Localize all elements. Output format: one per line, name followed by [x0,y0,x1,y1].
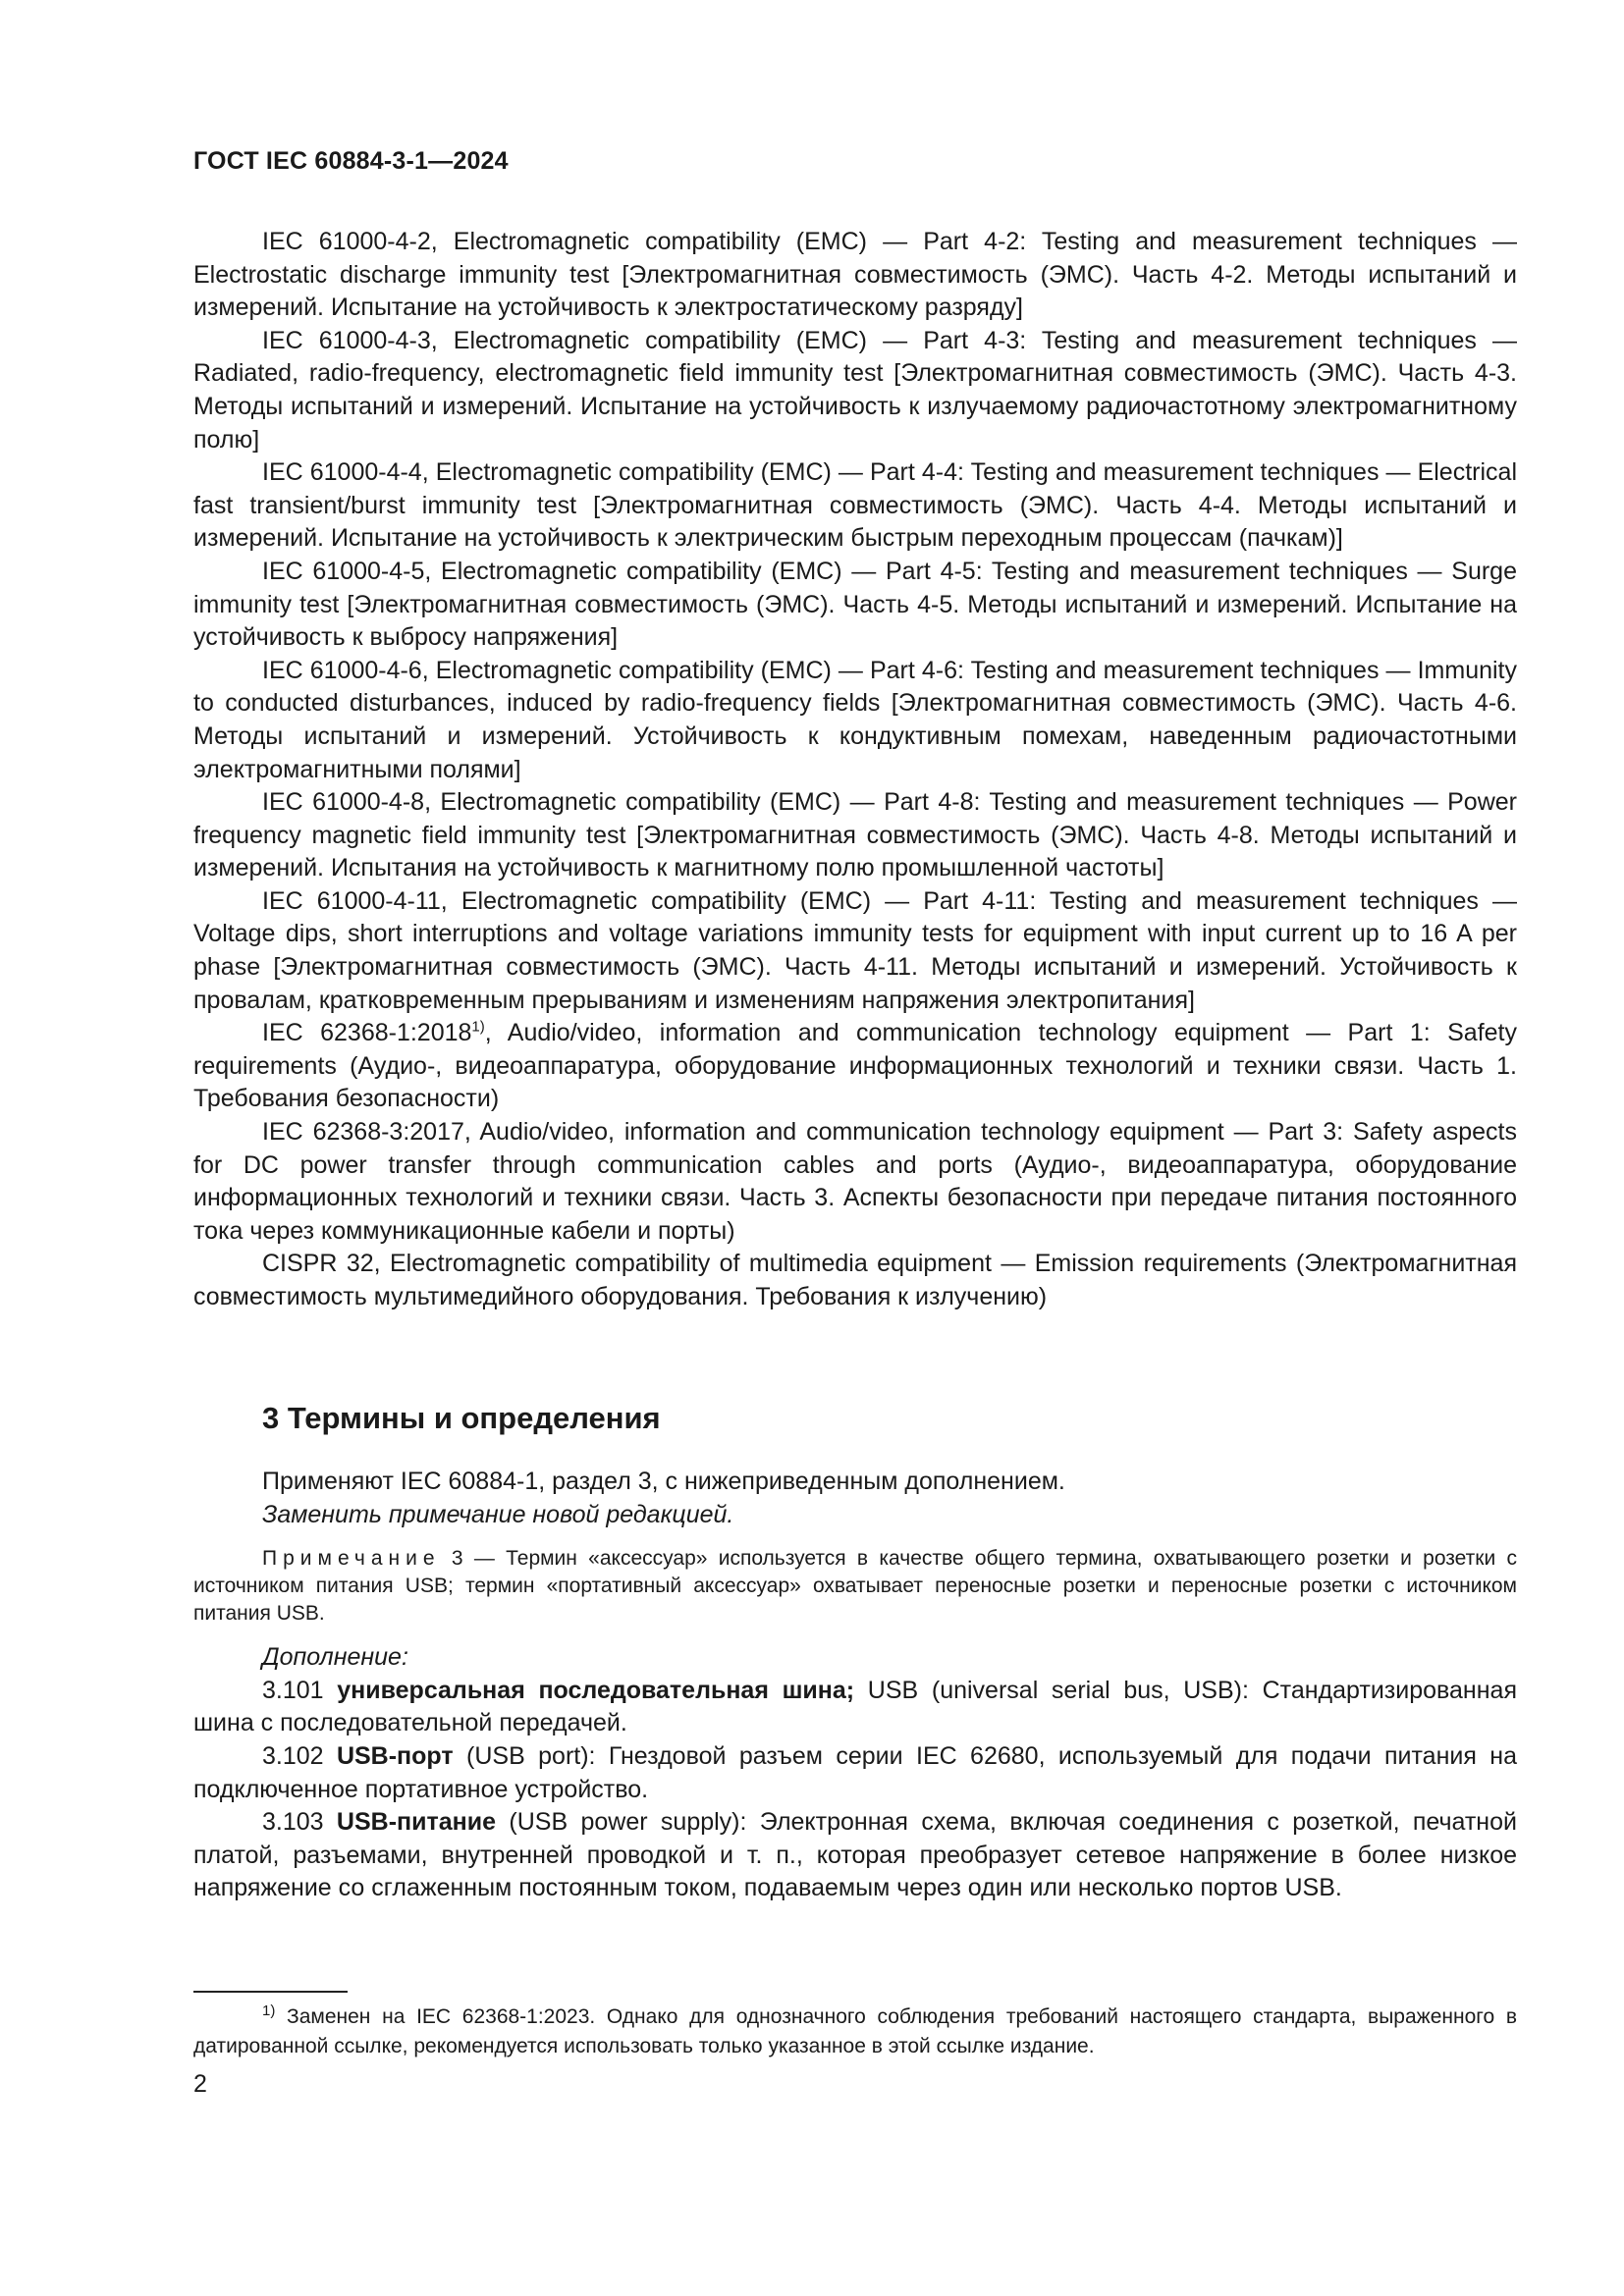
replace-note-instruction: Заменить примечание новой редакцией. [262,1500,734,1528]
footnote-text: Заменен на IEC 62368-1:2023. Однако для однозначного соблюдения требований настоящего стандарта, выраженного в датированной ссылке, рекомендуется использовать только указанное в этой ссылке издание. [193,2005,1517,2057]
reference-iec-61000-4-4: IEC 61000-4-4, Electromagnetic compatibility (EMC) — Part 4-4: Testing and measurement techniques — Electrical fast transient/burst immunity test [Электромагнитная совместимость (ЭМС). Часть 4-4. Методы испытаний и измерений. Испытание на устойчивость к электрическим быстрым переходным процессам (пачкам)] [193,458,1517,553]
reference-cispr-32: CISPR 32, Electromagnetic compatibility of multimedia equipment — Emission requirements (Электромагнитная совместимость мультимедийного оборудования. Требования к излучению) [193,1250,1517,1310]
reference-designation: IEC 62368-1:2018 [262,1019,472,1047]
term-definition: USB (universal serial bus, USB): Стандартизированная шина с последовательной передачей. [193,1676,1517,1737]
term-name: USB-питание [336,1808,497,1837]
term-name: универсальная последовательная шина; [337,1676,855,1704]
normative-references-list [193,226,1517,1314]
standard-designation-header: ГОСТ IEC 60884-3-1—2024 [193,147,509,175]
reference-iec-61000-4-2: IEC 61000-4-2, Electromagnetic compatibility (EMC) — Part 4-2: Testing and measurement techniques — Electrostatic discharge immunity test [Электромагнитная совместимость (ЭМС). Часть 4-2. Методы испытаний и измерений. Испытание на устойчивость к электростатическому разряду] [193,228,1517,322]
page-number: 2 [193,2070,207,2098]
reference-title: , Audio/video, information and communication technology equipment — Part 1: Safety requirements (Аудио-, видеоаппаратура, оборудование информационных технологий и техники связи. Часть 1. Требования безопасности) [193,1019,1517,1113]
footnote-1 [193,2002,1517,2061]
note-label: Примечание [262,1547,441,1571]
term-definition: (USB power supply): Электронная схема, включая соединения с розеткой, печатной платой, разъемами, внутренней проводкой и т. п., которая преобразует сетевое напряжение в более низкое напряжение со сглаженным постоянным током, подаваемым через один или несколько портов USB. [193,1808,1517,1902]
term-3-102 [193,1740,1517,1806]
term-3-101 [193,1675,1517,1740]
section-intro: Применяют IEC 60884-1, раздел 3, с нижеприведенным дополнением. [262,1468,1065,1495]
term-definition: (USB port): Гнездовой разъем серии IEC 62680, используемый для подачи питания на подключенное портативное устройство. [193,1741,1517,1803]
footnote-mark: 1) [262,2002,276,2019]
reference-iec-62368-3: IEC 62368-3:2017, Audio/video, information and communication technology equipment — Part 3: Safety aspects for DC power transfer through communication cables and ports (Аудио-, видеоаппаратура, оборудование информационных технологий и техники связи. Часть 3. Аспекты безопасности при передаче питания постоянного тока через коммуникационные кабели и порты) [193,1118,1517,1245]
reference-iec-61000-4-5: IEC 61000-4-5, Electromagnetic compatibility (EMC) — Part 4-5: Testing and measurement techniques — Surge immunity test [Электромагнитная совместимость (ЭМС). Часть 4-5. Методы испытаний и измерений. Испытание на устойчивость к выбросу напряжения] [193,557,1517,652]
reference-iec-62368-1 [193,1017,1517,1116]
section-3-terms [193,1399,1517,1905]
note-text: 3 — Термин «аксессуар» используется в качестве общего термина, охватывающего розетки и розетки с источником питания USB; термин «портативный аксессуар» охватывает переносные розетки и переносные розетки с источником питания USB. [193,1547,1517,1626]
term-3-103 [193,1806,1517,1905]
reference-iec-61000-4-6: IEC 61000-4-6, Electromagnetic compatibility (EMC) — Part 4-6: Testing and measurement techniques — Immunity to conducted disturbances, induced by radio-frequency fields [Электромагнитная совместимость (ЭМС). Часть 4-6. Методы испытаний и измерений. Устойчивость к кондуктивным помехам, наведенным радиочастотными электромагнитными полями] [193,656,1517,783]
footnote-reference-mark[interactable]: 1) [471,1018,485,1036]
term-number: 3.103 [262,1808,337,1837]
section-title: 3 Термины и определения [262,1401,661,1435]
term-name: USB-порт [336,1741,454,1770]
addition-label: Дополнение: [262,1643,408,1672]
footnote-separator [193,1991,348,1993]
term-number: 3.101 [262,1676,338,1704]
term-number: 3.102 [262,1741,337,1770]
reference-iec-61000-4-8: IEC 61000-4-8, Electromagnetic compatibility (EMC) — Part 4-8: Testing and measurement techniques — Power frequency magnetic field immunity test [Электромагнитная совместимость (ЭМС). Часть 4-8. Методы испытаний и измерений. Испытания на устойчивость к магнитному полю промышленной частоты] [193,788,1517,882]
reference-iec-61000-4-3: IEC 61000-4-3, Electromagnetic compatibility (EMC) — Part 4-3: Testing and measurement techniques — Radiated, radio-frequency, electromagnetic field immunity test [Электромагнитная совместимость (ЭМС). Часть 4-3. Методы испытаний и измерений. Испытание на устойчивость к излучаемому радиочастотному электромагнитному полю] [193,326,1517,454]
reference-iec-61000-4-11: IEC 61000-4-11, Electromagnetic compatibility (EMC) — Part 4-11: Testing and measurement techniques — Voltage dips, short interruptions and voltage variations immunity tests for equipment with input current up to 16 A per phase [Электромагнитная совместимость (ЭМС). Часть 4-11. Методы испытаний и измерений. Устойчивость к провалам, кратковременным прерываниям и изменениям напряжения электропитания] [193,886,1517,1014]
note-3 [193,1545,1517,1628]
